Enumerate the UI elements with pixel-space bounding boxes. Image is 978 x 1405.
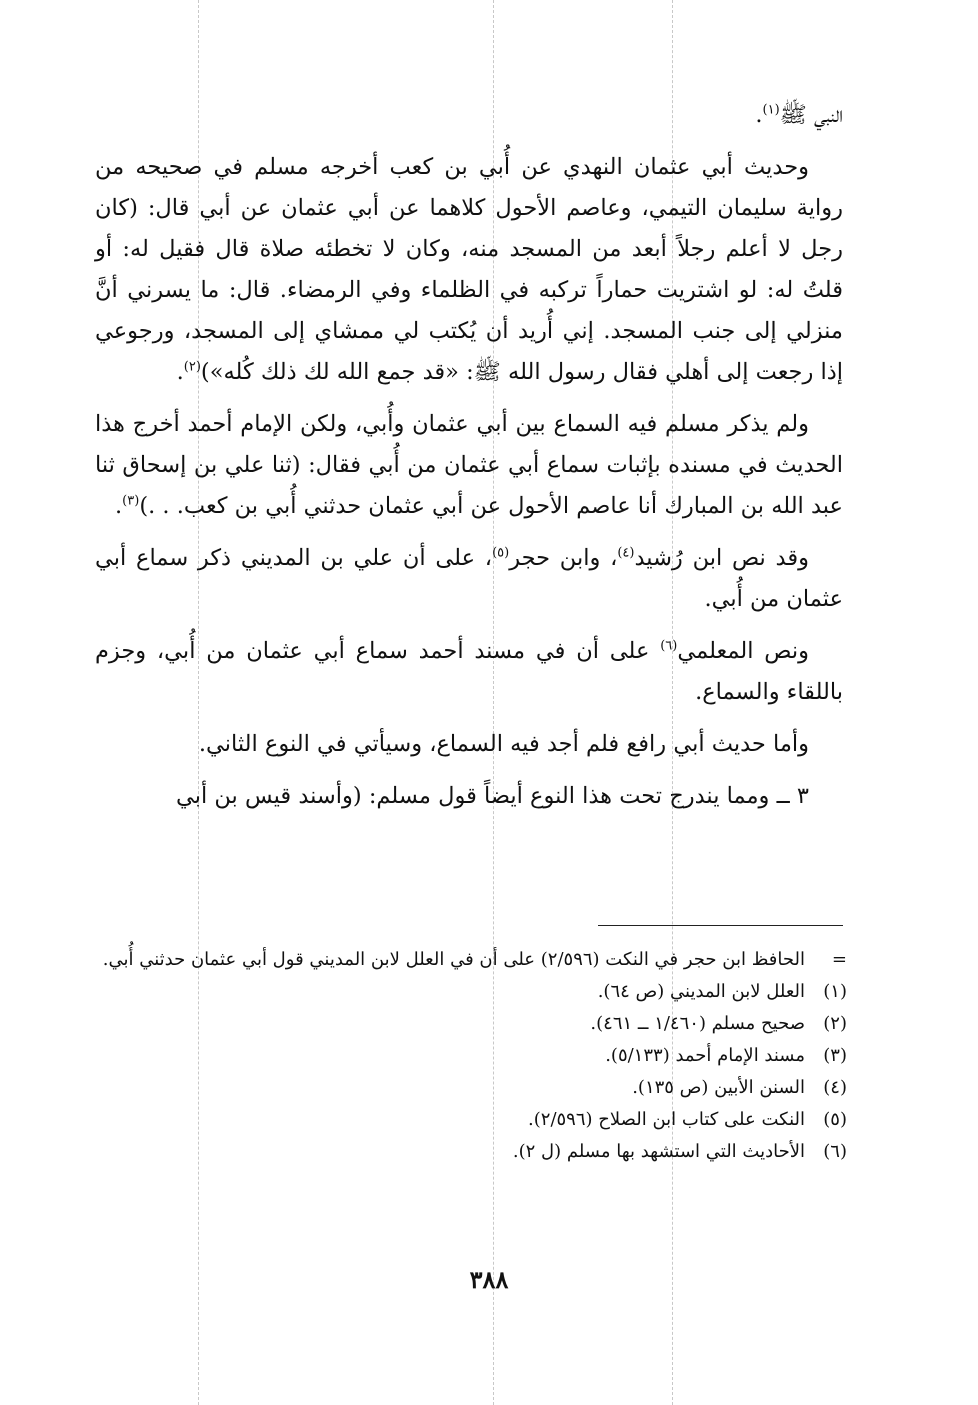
main-text [95, 95, 843, 828]
paragraph-text: ، وابن حجر [509, 545, 618, 571]
footnote-number: = [831, 949, 847, 970]
footnote-text: مسند الإمام أحمد (٥/١٣٣). [605, 1045, 805, 1066]
paragraph [95, 404, 843, 527]
footnote-number: (٦) [823, 1141, 847, 1162]
footnote-item [95, 1008, 855, 1040]
paragraph [95, 147, 843, 393]
footnote-text: الحافظ ابن حجر في النكت (٢/٥٩٦) على أن في العلل لابن المديني قول أبي عثمان حدثني أُبي. [102, 949, 805, 970]
paragraph [95, 95, 843, 136]
paragraph-text: وقد نص ابن رُشيد [634, 545, 809, 571]
footnote-ref[interactable]: (٢) [183, 359, 201, 375]
paragraph-text: وأما حديث أبي رافع فلم أجد فيه السماع، وسيأتي في النوع الثاني. [198, 731, 809, 757]
footnote-text: النكت على كتاب ابن الصلاح (٢/٥٩٦). [528, 1109, 805, 1130]
footnote-item [95, 1104, 855, 1136]
footnote-text: السنن الأبين (ص ١٣٥). [632, 1077, 805, 1098]
footnote-number: (٢) [823, 1013, 847, 1034]
footnote-ref[interactable]: (٦) [660, 638, 678, 654]
footnote-number: (٤) [823, 1077, 847, 1098]
paragraph-text: ونص المعلمي [677, 638, 809, 664]
paragraph [95, 776, 843, 817]
paragraph [95, 538, 843, 620]
footnote-ref[interactable]: (١) [762, 102, 780, 118]
footnote-ref[interactable]: (٣) [122, 493, 140, 509]
footnote-number: (٥) [823, 1109, 847, 1130]
footnote-text: صحيح مسلم (١/٤٦٠ ــ ٤٦١). [590, 1013, 805, 1034]
footnote-text: الأحاديث التي استشهد بها مسلم (ل ٢). [512, 1141, 805, 1162]
footnote-item [95, 1040, 855, 1072]
footnote-number: (١) [823, 981, 847, 1002]
paragraph-text: ٣ ــ ومما يندرج تحت هذا النوع أيضاً قول مسلم: (وأسند قيس بن أبي [175, 783, 809, 809]
footnote-ref[interactable]: (٥) [492, 545, 510, 561]
paragraph-text: . [176, 359, 184, 385]
paragraph-text: . [755, 102, 763, 128]
footnote-item [95, 1136, 855, 1168]
footnote-item [95, 944, 855, 976]
paragraph-text: ولم يذكر مسلم فيه السماع بين أبي عثمان وأُبي، ولكن الإمام أحمد أخرج هذا الحديث في مسنده بإثبات سماع أبي عثمان من أُبي فقال: (ثنا علي بن إسحاق ثنا عبد الله بن المبارك أنا عاصم الأحول عن أبي عثمان حدثني أُبي بن كعب. . .) [95, 411, 843, 519]
footnote-text: العلل لابن المديني (ص ٦٤). [597, 981, 805, 1002]
paragraph [95, 724, 843, 765]
paragraph-text: وحديث أبي عثمان النهدي عن أُبي بن كعب أخرجه مسلم في صحيحه من رواية سليمان التيمي، وعاصم الأحول كلاهما عن أبي عثمان عن أبي قال: (كان رجل لا أعلم رجلاً أبعد من المسجد منه، وكان لا تخطئه صلاة قال فقيل له: أو قلتُ له: لو اشتريت حماراً تركبه في الظلماء وفي الرمضاء. قال: ما يسرني أنَّ منزلي إلى جنب المسجد. إني أُريد أن يُكتب لي ممشاي إلى المسجد، ورجوعي إذا رجعت إلى أهلي فقال رسول الله ﷺ: «قد جمع الله لك ذلك كُله») [95, 154, 843, 385]
paragraph-text: ، على أن علي بن المديني ذكر سماع أبي عثمان من أُبي. [95, 545, 843, 612]
footnotes [95, 944, 855, 1168]
paragraph-text: . [115, 493, 123, 519]
footnote-number: (٣) [823, 1045, 847, 1066]
page-number: ٣٨٨ [469, 1265, 509, 1294]
footnote-separator [598, 925, 843, 926]
footnote-item [95, 976, 855, 1008]
paragraph [95, 631, 843, 713]
paragraph-text: النبي ﷺ [779, 102, 843, 128]
footnote-ref[interactable]: (٤) [617, 545, 635, 561]
paragraph-text: على أن في مسند أحمد سماع أبي عثمان من أُبي، وجزم باللقاء والسماع. [95, 638, 843, 705]
footnote-item [95, 1072, 855, 1104]
